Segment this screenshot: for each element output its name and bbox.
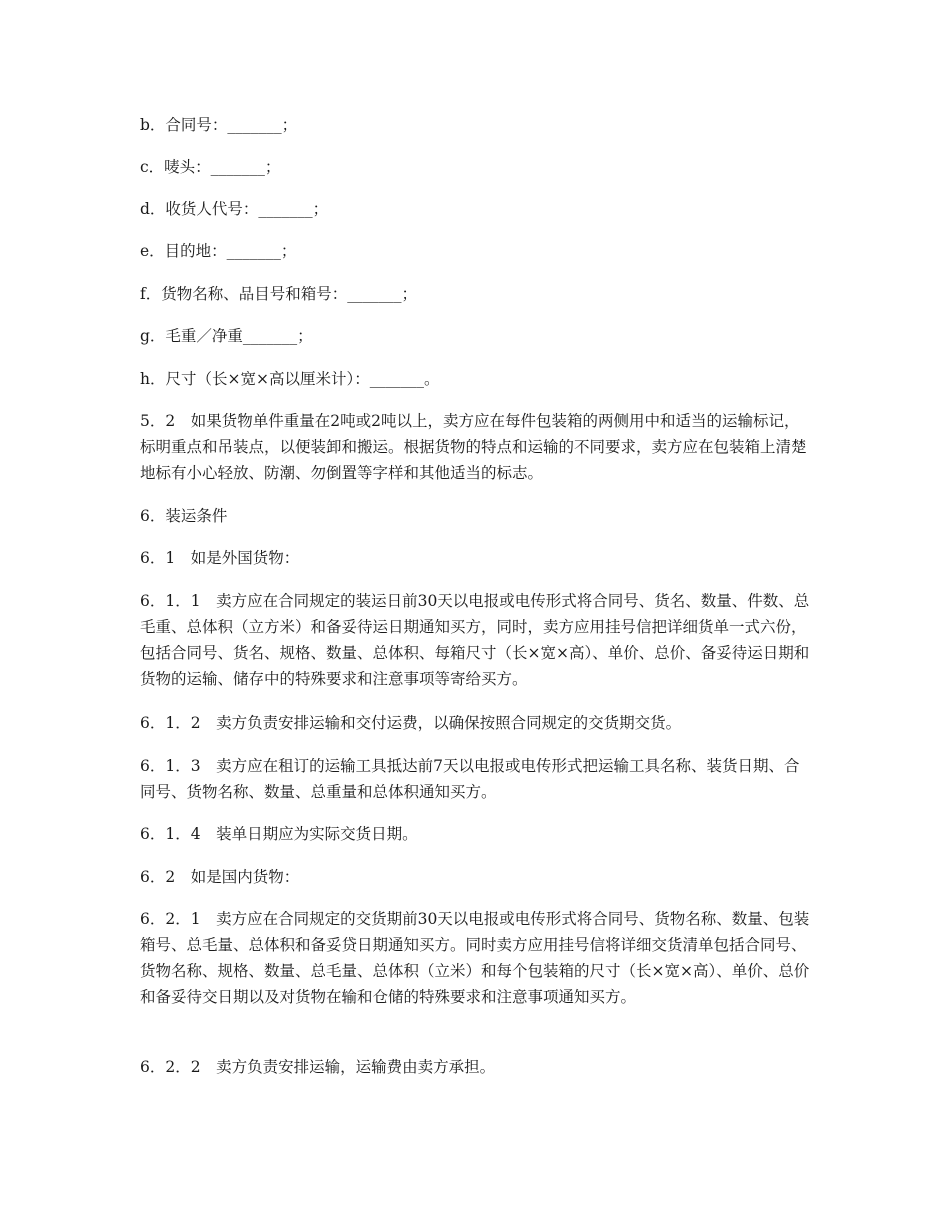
field-contract-number: b．合同号：_______； xyxy=(140,116,298,134)
field-dimensions: h．尺寸（长×宽×高以厘米计）：_______。 xyxy=(140,370,440,388)
clause-5-2: 5．2 如果货物单件重量在2吨或2吨以上，卖方应在每件包装箱的两侧用中和适当的运输标记，标明重点和吊装点，以便装卸和搬运。根据货物的特点和运输的不同要求，卖方应在包装箱上清楚地标有小心轻放、防潮、勿倒置等字样和其他适当的标志。 xyxy=(140,412,807,482)
clause-6-2-1: 6．2．1 卖方应在合同规定的交货期前30天以电报或电传形式将合同号、货物名称、数量、包装箱号、总毛量、总体积和备妥贷日期通知买方。同时卖方应用挂号信将详细交货清单包括合同号、货物名称、规格、数量、总毛量、总体积（立米）和每个包装箱的尺寸（长×宽×高）、单价、总价和备妥待交日期以及对货物在输和仓储的特殊要求和注意事项通知买方。 xyxy=(140,910,810,1006)
section-heading-6: 6．装运条件 xyxy=(140,507,228,525)
clause-6-1-2: 6．1．2 卖方负责安排运输和交付运费，以确保按照合同规定的交货期交货。 xyxy=(140,714,682,732)
clause-6-1-4: 6．1．4 装单日期应为实际交货日期。 xyxy=(140,825,418,843)
clause-6-1: 6．1 如是外国货物： xyxy=(140,549,300,567)
clause-6-1-3: 6．1．3 卖方应在租订的运输工具抵达前7天以电报或电传形式把运输工具名称、装货日期、合同号、货物名称、数量、总重量和总体积通知买方。 xyxy=(140,757,800,801)
field-weight: g．毛重／净重_______； xyxy=(140,327,313,345)
field-shipping-mark: c．唛头：_______； xyxy=(140,158,281,176)
clause-6-2-2: 6．2．2 卖方负责安排运输，运输费由卖方承担。 xyxy=(140,1058,496,1076)
field-consignee-code: d．收货人代号：_______； xyxy=(140,200,329,218)
clause-6-2: 6．2 如是国内货物： xyxy=(140,868,300,886)
clause-6-1-1: 6．1．1 卖方应在合同规定的装运日前30天以电报或电传形式将合同号、货名、数量、件数、总毛重、总体积（立方米）和备妥待运日期通知买方，同时，卖方应用挂号信把详细货单一式六份，包括合同号、货名、规格、数量、总体积、每箱尺寸（长×宽×高）、单价、总价、备妥待运日期和货物的运输、储存中的特殊要求和注意事项等寄给买方。 xyxy=(140,592,810,688)
field-goods-name: f．货物名称、品目号和箱号：_______； xyxy=(140,285,417,303)
field-destination: e．目的地：_______； xyxy=(140,242,297,260)
